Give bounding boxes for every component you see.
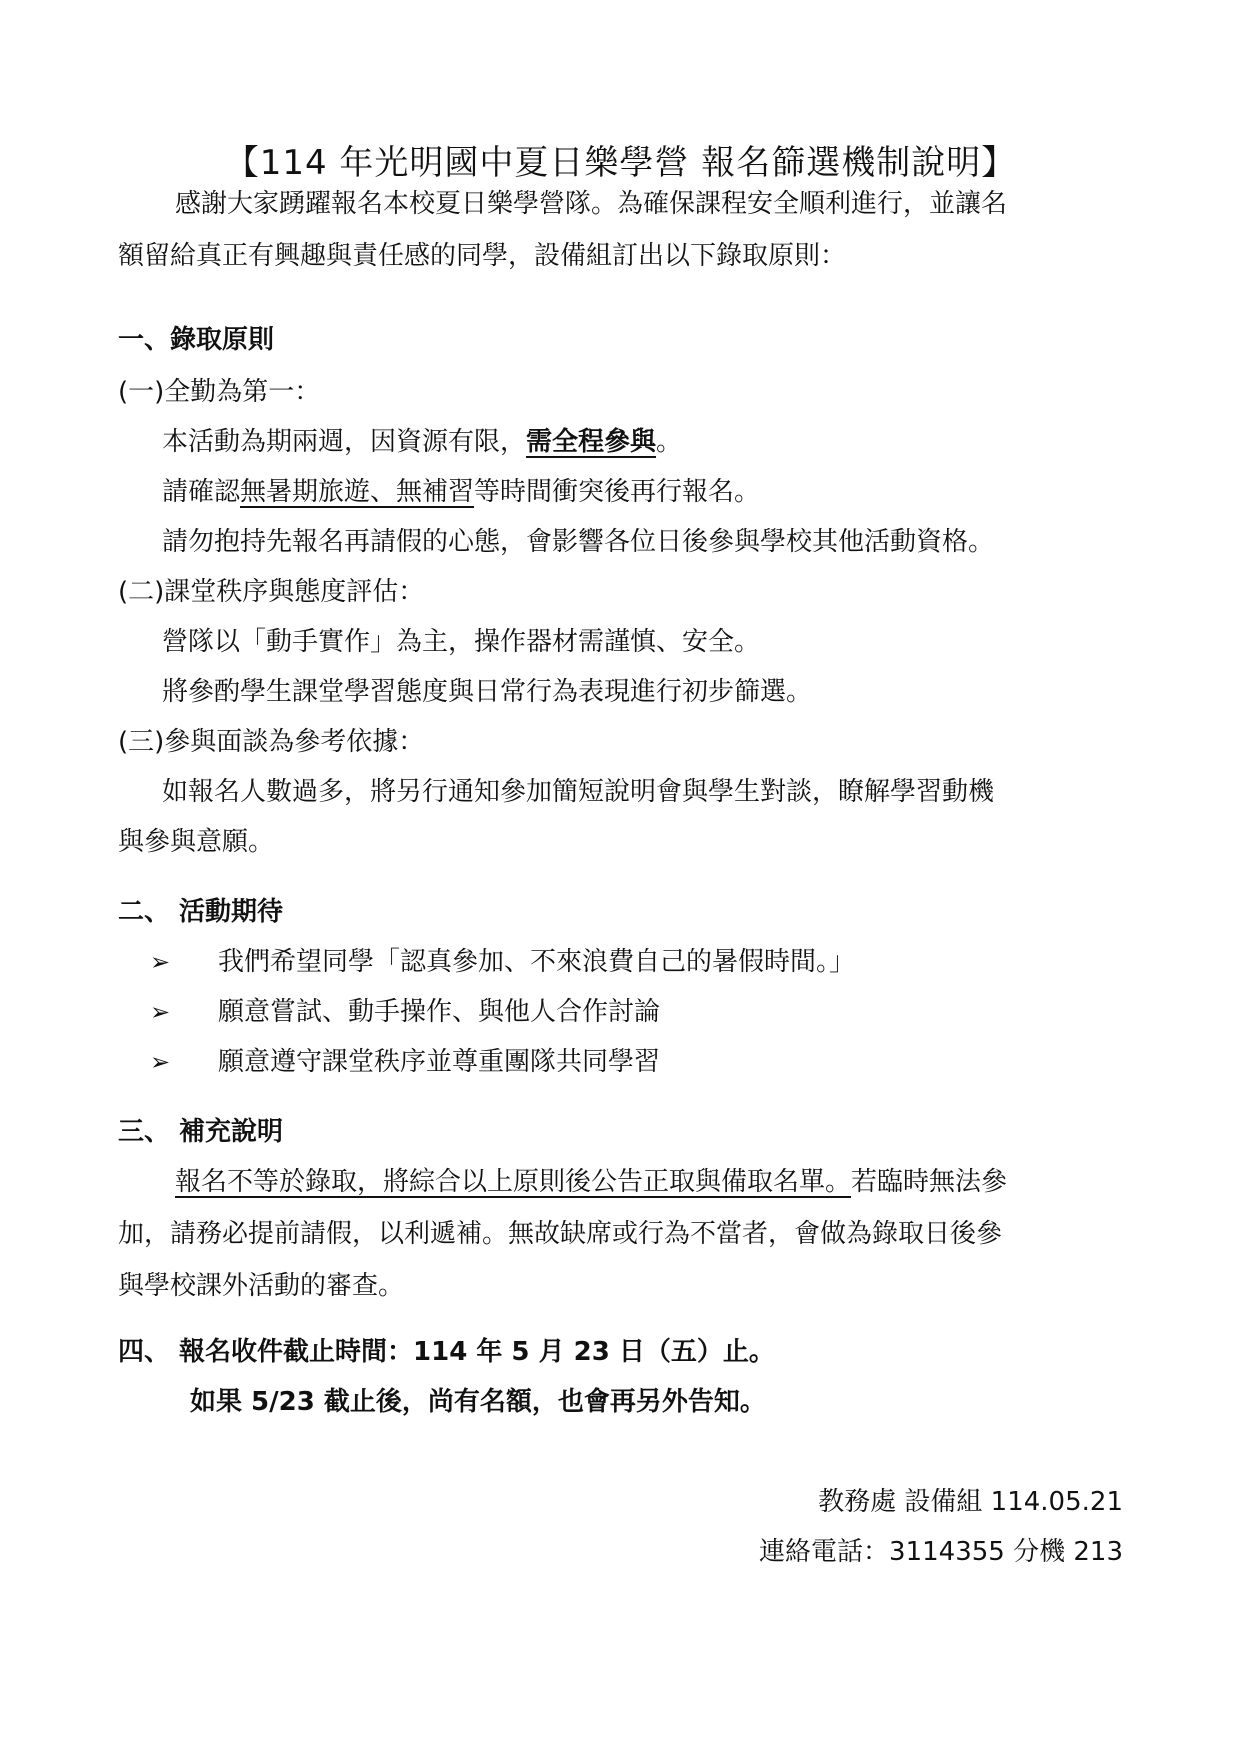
- subsection-1-line-1-end: 。: [656, 427, 683, 457]
- section-4-note: 如果 5/23 截止後，尚有名額，也會再另外告知。: [190, 1387, 766, 1417]
- signature-contact: 連絡電話：3114355 分機 213: [759, 1537, 1123, 1567]
- full-attendance-emphasis: 需全程參與: [526, 427, 657, 457]
- intro-line-2: 額留給真正有興趣與責任感的同學，設備組訂出以下錄取原則：: [118, 241, 847, 271]
- subsection-3-title: (三)參與面談為參考依據：: [118, 727, 425, 757]
- subsection-1-line-3: 請勿抱持先報名再請假的心態，會影響各位日後參與學校其他活動資格。: [162, 527, 995, 557]
- arrowhead-bullet-icon: ➢: [150, 1048, 171, 1076]
- subsection-1-line-1-text: 本活動為期兩週，因資源有限，: [162, 427, 527, 457]
- section-3-heading: 三、 補充說明: [118, 1117, 284, 1147]
- subsection-1-line-2-text: 請確認: [162, 477, 241, 507]
- section-2-heading: 二、 活動期待: [118, 897, 284, 927]
- section-3-line-2: 加，請務必提前請假，以利遞補。無故缺席或行為不當者，會做為錄取日後參: [118, 1219, 1003, 1249]
- subsection-3-line-2: 與參與意願。: [118, 827, 275, 857]
- section-1-heading: 一、錄取原則: [118, 325, 275, 355]
- arrowhead-bullet-icon: ➢: [150, 948, 171, 976]
- arrowhead-bullet-icon: ➢: [150, 998, 171, 1026]
- list-item: 願意嘗試、動手操作、與他人合作討論: [218, 997, 661, 1027]
- list-item: 願意遵守課堂秩序並尊重團隊共同學習: [218, 1047, 661, 1077]
- section-3-line-1-end: 若臨時無法參: [851, 1167, 1008, 1197]
- subsection-2-line-2: 將參酌學生課堂學習態度與日常行為表現進行初步篩選。: [162, 677, 813, 707]
- section-3-line-1: [175, 1164, 1007, 1200]
- page-title: 【114 年光明國中夏日樂學營 報名篩選機制說明】: [224, 142, 1017, 183]
- subsection-1-line-1: [162, 424, 682, 460]
- list-item: 我們希望同學「認真參加、不來浪費自己的暑假時間。」: [218, 947, 856, 977]
- subsection-1-line-2: [162, 474, 760, 510]
- subsection-2-title: (二)課堂秩序與態度評估：: [118, 577, 425, 607]
- intro-line-1: 感謝大家踴躍報名本校夏日樂學營隊。為確保課程安全順利進行，並讓名: [175, 189, 1008, 219]
- signature-office: 教務處 設備組 114.05.21: [818, 1487, 1123, 1517]
- section-3-line-3: 與學校課外活動的審查。: [118, 1271, 405, 1301]
- not-guaranteed-emphasis: 報名不等於錄取，將綜合以上原則後公告正取與備取名單。: [175, 1167, 852, 1197]
- subsection-3-line-1: 如報名人數過多，將另行通知參加簡短說明會與學生對談，瞭解學習動機: [162, 777, 995, 807]
- subsection-2-line-1: 營隊以「動手實作」為主，操作器材需謹慎、安全。: [162, 627, 761, 657]
- no-conflict-emphasis: 無暑期旅遊、無補習: [240, 477, 475, 507]
- subsection-1-line-2-end: 等時間衝突後再行報名。: [474, 477, 761, 507]
- section-4-heading: 四、 報名收件截止時間：114 年 5 月 23 日（五）止。: [118, 1337, 775, 1367]
- subsection-1-title: (一)全勤為第一：: [118, 377, 321, 407]
